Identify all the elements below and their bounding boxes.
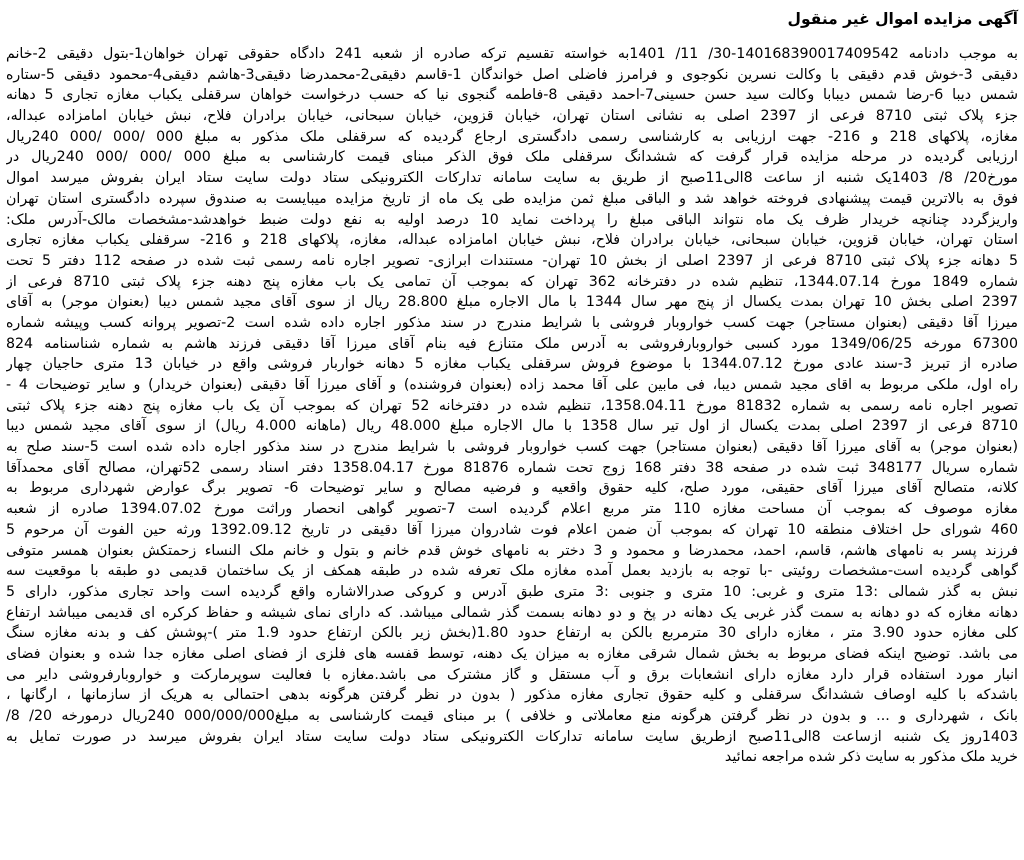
notice-body [6, 44, 1018, 768]
notice-line: واریزگردد چنانچه خریدار ظرف یک ماه نتواند الباقی مبلغ را پرداخت نماید 10 درصد اولیه به نفع دولت ضبط خواهدشد-مشخصات مالک-آدرس ملک: [6, 211, 1018, 228]
notice-line: 2397 اصلی بخش 10 تهران بمدت یکسال از پنج مهر سال 1344 با مال الاجاره مبلغ 28.800 ریال از سوی آقای مجید شمس دیبا (بعنوان موجر) به آقای [6, 294, 1018, 311]
notice-line: شماره 1849 مورخ 1344.07.14، تنظیم شده در دفترخانه 362 تهران که بموجب آن تمامی یک باب مغازه پنج دهنه جزء پلاک ثبتی 8710 فرعی از [6, 273, 1018, 290]
notice-line: راه اول، ملکی مربوط به اقای مجید شمس دیبا، فی مابین علی آقا محمد زاده (بعنوان فروشنده) و آقای میرزا آقا دقیقی (بعنوان خریدار) و سایر توضیحات 4 - [6, 377, 1018, 393]
notice-line: شماره سریال 348177 ثبت شده در صفحه 38 دفتر 168 زوج تحت شماره 81876 مورخ 1358.04.17 دفتر اسناد رسمی 52تهران، مصالح آقای محمدآقا [6, 459, 1018, 476]
notice-line: کلانه، متصالح آقای میرزا آقای حقیقی، مورد صلح، کلیه حقوق واقعیه و فرضیه مصالح و سایر توضیحات 6- تصویر برگ عوارض شهرداری مربوط به [6, 480, 1018, 497]
notice-line: به موجب دادنامه 140168390017409542-30/ 11/ 1401به خواسته تقسیم ترکه صادره از شعبه 241 دادگاه حقوقی تهران خواهان1-بتول دقیقی 2-خانم [6, 46, 1018, 62]
notice-line: بانک ، شهرداری و ... و بدون در نظر گرفتن هرگونه منع معاملاتی و خلافی ) بر مبنای قیمت کارشناسی به مبلغ000/000/000 240ریال درمورخه 20/ 8/ [6, 708, 1018, 724]
notice-line: دقیقی 3-خوش قدم دقیقی با وکالت نسرین نکوجوی و فرامرز فاضلی اصل خواندگان 1-قاسم دقیقی2-محمدرضا دقیقی3-هاشم دقیقی4-محمود دقیقی 5-ستاره [6, 66, 1018, 83]
notice-line: گواهی گردیده است-مشخصات روئیتی -با توجه به بازدید بعمل آمده مغازه ملک تعرفه شده در طبقه همکف از یک ساختمان قدیمی دو طبقه با موقعیت سه [6, 563, 1018, 580]
notice-line: (بعنوان موجر) به آقای میرزا آقا دقیقی (بعنوان مستاجر) جهت کسب خواروبار فروشی با شرایط مندرج در سند مذکور اجاره داده شده است 5-سند صلح به [6, 439, 1018, 456]
notice-line: مغازه موصوف که بموجب آن مساحت مغازه 110 متر مربع اعلام گردیده است 7-تصویر گواهی انحصار وراثت مورخ 1394.07.02 صادره از شعبه [6, 501, 1018, 518]
notice-line: جزء پلاک ثبتی 8710 فرعی از 2397 اصلی به نشانی استان تهران، خیابان قزوین، خیابان سبحانی، خیابان برادران فلاح، نبش خیابان امامزاده عبداله، [6, 108, 1018, 125]
notice-line: مغازه، پلاکهای 218 و 216- جهت ارزیابی به کارشناسی رسمی دادگستری ارجاع گردیده که سرقفلی ملک مذکور به مبلغ 000 /000 /000 240ریال [6, 128, 1018, 145]
notice-line: فرزند پسر به نامهای هاشم، قاسم، احمد، محمدرضا و محمود و 3 دختر به نامهای خوش قدم خانم و بتول و خانم ملک النساء زحمتکش بعنوان همسر متوفی [6, 542, 1018, 559]
notice-line: می باشد. توضیح اینکه فضای مربوط به بخش شمال شرقی مغازه به میزان یک دهنه، توسط قفسه های فلزی از فضای اصلی مغازه جدا شده و بعنوان فضای [6, 645, 1018, 662]
notice-line: خرید ملک مذکور به سایت ذکر شده مراجعه نمائید [724, 749, 1018, 766]
notice-line: 1403روز یک شنبه ازساعت 8الی11صبح ازطریق سایت سامانه تدارکات الکترونیکی ستاد دولت سایت ستاد ایران بفروش میرسد در صورت تمایل به [6, 728, 1018, 745]
notice-title: آگهی مزایده اموال غیر منقول [787, 10, 1018, 28]
notice-line: انبار مورد استفاده قرار دارد مغازه دارای انشعابات برق و آب مستقل و گاز مشترک می باشد.مغازه با فعالیت سوپرمارکت و خواروبارفروشی دایر می [6, 666, 1018, 683]
notice-line: فوق به بالاترین قیمت پیشنهادی فروخته خواهد شد و الباقی مبلغ ثمن مزایده طی یک ماه از تاریخ مزایده میبایست به صندوق سپرده دادگستری استان تهران [6, 190, 1018, 207]
notice-line: باشدکه با کلیه اوصاف ششدانگ سرقفلی و کلیه حقوق تجاری مغازه مذکور ( بدون در نظر گرفتن هرگونه بدهی احتمالی به هریک از سازمانها ، ارگانها ، [6, 687, 1018, 704]
notice-line: استان تهران، خیابان قزوین، خیابان سبحانی، خیابان برادران فلاح، نبش خیابان امامزاده عبداله، مغازه، پلاکهای 218 و 216- سرقفلی یکباب مغازه تجاری [6, 232, 1018, 249]
notice-line: صادره از تبریز 3-سند عادی مورخ 1344.07.12 با موضوع فروش سرقفلی یکباب مغازه 5 دهانه خواربار فروشی واقع در خیابان 13 متری حاجیان چهار [6, 356, 1018, 373]
notice-line: 460 شورای حل اختلاف منطقه 10 تهران که بموجب آن ضمن اعلام فوت شادروان میرزا آقا دقیقی در تاریخ 1392.09.12 ورثه حین الفوت آن مرحوم 5 [6, 521, 1018, 538]
notice-line: 67300 مورخه 1349/06/25 مورد کسبی خواروبارفروشی به آدرس ملک متنازع فیه بنام آقای میرزا آقا دقیقی فرزند هاشم به شماره شناسنامه 824 [6, 335, 1018, 352]
notice-line: تصویر اجاره نامه رسمی به شماره 81832 مورخ 1358.04.11، تنظیم شده در دفترخانه 52 تهران که بموجب آن یک باب مغازه پنج دهنه جزء پلاک ثبتی [6, 397, 1018, 414]
notice-line: 5 دهانه جزء پلاک ثبتی 8710 فرعی از 2397 اصلی از بخش 10 تهران- مستندات ابرازی- تصویر اجاره نامه رسمی ثبت شده در صفحه 112 دفتر 5 تحت [6, 252, 1018, 269]
notice-line: 8710 فرعی از 2397 اصلی بمدت یکسال از اول تیر سال 1358 با مال الاجاره مبلغ 48.000 ریال (ماهانه 4.000 ریال) از سوی آقای مجید شمس دیبا [6, 418, 1018, 435]
notice-line: کلی مغازه حدود 3.90 متر ، مغازه دارای 30 مترمربع بالکن به ارتفاع حدود 1.80(بخش زیر بالکن ارتفاع حدود 1.9 متر )-پوشش کف و بدنه مغازه سنگ [6, 625, 1018, 642]
notice-line: ارزیابی گردیده در مرحله مزایده قرار گرفت که ششدانگ سرقفلی ملک فوق الذکر مبنای قیمت کارشناسی به مبلغ 000 /000 /000 240ریال در [6, 149, 1018, 166]
notice-line: نبش به گذر شمالی :13 متری و غربی: 10 متری و جنوبی :3 متری طبق آدرس و کروکی صدرالاشاره واقع گردیده است واحد تجاری مذکور، دارای 5 [6, 583, 1018, 600]
notice-line: دهانه مغازه که دو دهانه به سمت گذر غربی یک دهانه در پخ و دو دهانه بسمت گذر شمالی میباشد. که دارای نمای شیشه و حفاظ کرکره ای قدیمی میباشد ارتفاع [6, 604, 1018, 621]
notice-line: شمس دیبا 6-رضا شمس دیبابا وکالت سید حسن حسینی7-احمد دقیقی 8-فاطمه گنجوی نیا که حسب درخواست خواهان سرقفلی یکباب مغازه تجاری 5 دهانه [6, 87, 1018, 104]
notice-line: مورخ20/ 8/ 1403یک شنبه از ساعت 8الی11صبح از طریق به سایت سامانه تدارکات الکترونیکی ستاد دولت سایت ستاد ایران بفروش میرسد اموال [6, 170, 1018, 187]
notice-line: میرزا آقا دقیقی (بعنوان مستاجر) جهت کسب خواروبار فروشی با شرایط مندرج در سند مذکور اجاره داده شده است 2-تصویر پروانه کسب وپیشه شماره [6, 314, 1018, 331]
